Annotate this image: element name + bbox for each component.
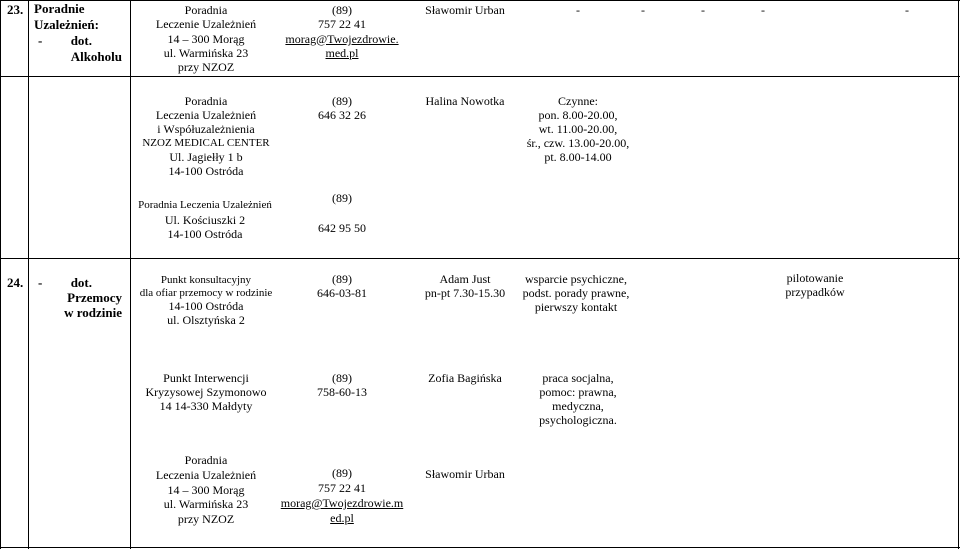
- contact-person-name: Sławomir Urban: [425, 467, 505, 481]
- facility-address: [133, 3, 279, 74]
- hours-line: Czynne:: [558, 94, 598, 108]
- empty-cell-dash: -: [641, 3, 645, 17]
- contact-person: [405, 272, 525, 300]
- service-line: psychologiczna.: [539, 413, 617, 427]
- phone-line: (89): [332, 466, 352, 480]
- facility-address: [133, 274, 279, 327]
- table-border-right: [958, 0, 959, 549]
- entry-category: [34, 1, 122, 65]
- entry-number: 23.: [7, 2, 24, 17]
- facility-contact-info: [276, 94, 408, 122]
- contact-person: [405, 94, 525, 108]
- address-line: Poradnia: [184, 3, 228, 17]
- phone-line: (89): [332, 3, 352, 17]
- address-line: Kryzysowej Szymonowo: [145, 385, 267, 399]
- service-line: podst. porady prawne,: [522, 286, 630, 300]
- address-line: 14 14-330 Małdyty: [159, 399, 253, 413]
- category-line: - dot.: [38, 33, 92, 48]
- contact-person-name: Halina Nowotka: [425, 94, 505, 108]
- hours-line: pt. 8.00-14.00: [544, 150, 612, 164]
- address-line: Ul. Kościuszki 2: [164, 212, 246, 227]
- address-line: Leczenia Uzależnień: [155, 108, 257, 122]
- address-line: 14-100 Ostróda: [168, 299, 244, 313]
- facility-address: [133, 371, 279, 413]
- service-line: pierwszy kontakt: [534, 300, 618, 314]
- address-line: przy NZOZ: [177, 512, 235, 526]
- empty-cell-dash: -: [905, 3, 909, 17]
- address-line: ul. Warmińska 23: [163, 45, 249, 60]
- service-line: pomoc: prawna,: [539, 385, 617, 399]
- table-row-divider: [0, 258, 960, 259]
- category-line: - dot.: [38, 275, 92, 290]
- empty-cell-dash: -: [576, 3, 580, 17]
- phone-line: (89): [332, 191, 352, 205]
- category-line: Uzależnień:: [34, 17, 99, 32]
- category-line: Poradnie: [34, 1, 85, 16]
- address-line: Punkt konsultacyjny: [160, 274, 252, 286]
- table-column-divider: [130, 0, 131, 549]
- address-line: Leczenie Uzależnień: [155, 17, 257, 32]
- contact-person: [405, 3, 525, 17]
- address-line: NZOZ MEDICAL CENTER: [142, 137, 270, 149]
- address-line: 14 – 300 Morąg: [167, 482, 245, 497]
- address-line: Leczenia Uzależnień: [155, 467, 257, 482]
- phone-line: (89): [332, 94, 352, 108]
- email-link[interactable]: morag@Twojezdrowie.: [285, 31, 399, 46]
- address-line: Poradnia: [184, 453, 228, 467]
- contact-person: [405, 371, 525, 385]
- address-line: ul. Olsztyńska 2: [167, 313, 245, 327]
- entry-category: [34, 275, 122, 320]
- services: [518, 371, 638, 427]
- note-line: przypadków: [785, 285, 845, 299]
- facility-contact-info: [276, 466, 408, 526]
- table-border-bottom: [0, 547, 960, 548]
- phone-line: 757 22 41: [318, 17, 366, 32]
- contact-person-name: Sławomir Urban: [425, 3, 505, 17]
- hours-line: wt. 11.00-20.00,: [538, 122, 618, 136]
- phone-line: 646 32 26: [318, 108, 366, 122]
- table-column-divider: [28, 0, 29, 549]
- empty-cell-dash: -: [761, 3, 765, 17]
- phone-line: 642 95 50: [318, 221, 366, 235]
- facility-contact-info: [276, 3, 408, 60]
- phone-line: 758-60-13: [317, 385, 367, 399]
- opening-hours: [518, 94, 638, 164]
- address-line: Ul. Jagiełły 1 b: [169, 150, 243, 164]
- email-link[interactable]: morag@Twojezdrowie.m: [280, 496, 404, 510]
- email-link[interactable]: med.pl: [325, 45, 359, 60]
- hours-line: pon. 8.00-20.00,: [538, 108, 618, 122]
- category-line: Alkoholu: [70, 49, 122, 64]
- category-line: Przemocy: [67, 290, 122, 305]
- phone-line: (89): [332, 371, 352, 385]
- facility-address: [133, 453, 279, 527]
- service-line: praca socjalna,: [542, 371, 614, 385]
- note-line: pilotowanie: [786, 271, 844, 285]
- phone-line: 757 22 41: [318, 481, 366, 495]
- table-border-top: [0, 0, 960, 1]
- phone-line: 646-03-81: [317, 286, 367, 300]
- contact-person-hours: pn-pt 7.30-15.30: [424, 286, 506, 300]
- category-line: w rodzinie: [64, 305, 122, 320]
- facility-contact-info: [276, 191, 408, 236]
- address-line: 14 – 300 Morąg: [167, 31, 245, 46]
- address-line: Poradnia: [184, 94, 228, 108]
- table-row-divider: [0, 76, 960, 77]
- address-line: 14-100 Ostróda: [167, 227, 243, 241]
- notes: [755, 271, 875, 299]
- address-line: ul. Warmińska 23: [163, 497, 249, 512]
- email-link[interactable]: ed.pl: [330, 511, 354, 525]
- address-line: dla ofiar przemocy w rodzinie: [139, 286, 273, 299]
- address-line: 14-100 Ostróda: [168, 164, 244, 178]
- service-line: medyczna,: [552, 399, 604, 413]
- facility-contact-info: [276, 272, 408, 300]
- hours-line: śr., czw. 13.00-20.00,: [526, 136, 630, 150]
- facility-address: [131, 198, 279, 242]
- empty-cell-dash: -: [701, 3, 705, 17]
- phone-line: (89): [332, 272, 352, 286]
- entry-number: 24.: [7, 275, 24, 290]
- service-line: wsparcie psychiczne,: [525, 272, 627, 286]
- contact-person-name: Zofia Bagińska: [428, 371, 502, 385]
- facility-address: [133, 94, 279, 178]
- address-line: Punkt Interwencji: [163, 371, 249, 385]
- facility-contact-info: [276, 371, 408, 399]
- address-line: Poradnia Leczenia Uzależnień: [138, 199, 272, 211]
- table-border-left: [0, 0, 1, 549]
- contact-person-name: Adam Just: [439, 272, 491, 286]
- contact-person: [405, 467, 525, 481]
- services: [515, 272, 637, 314]
- address-line: przy NZOZ: [177, 60, 235, 75]
- address-line: i Współuzależnienia: [157, 122, 255, 136]
